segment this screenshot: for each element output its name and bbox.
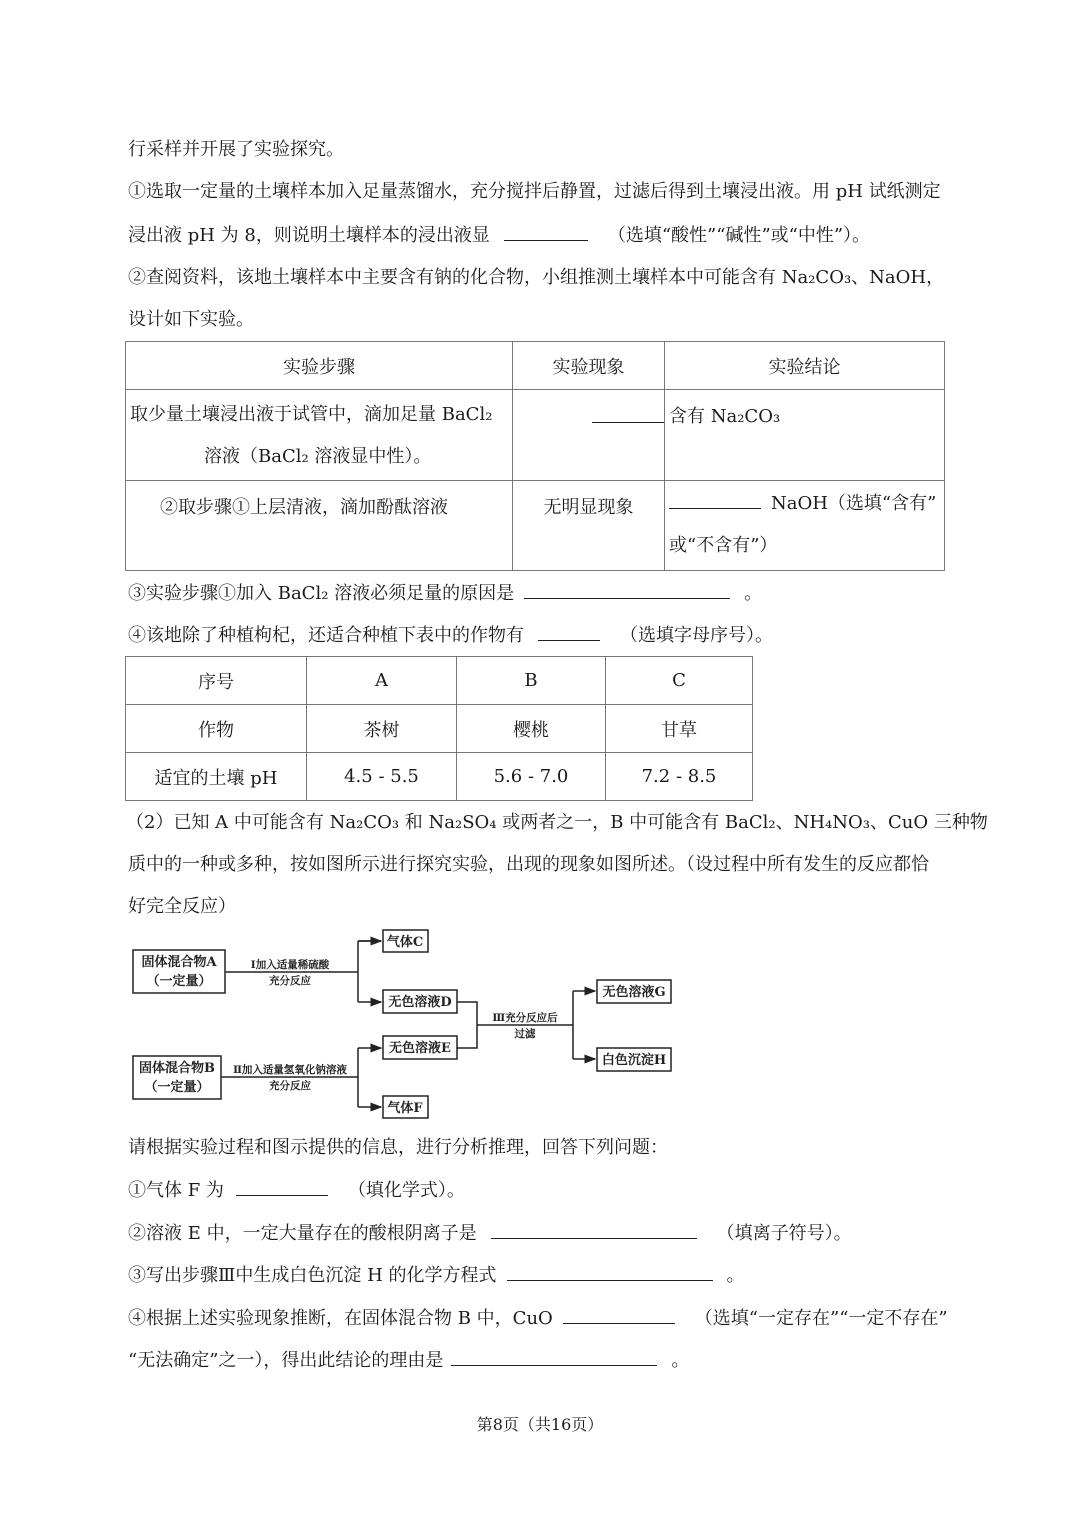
answer-blank[interactable] bbox=[451, 1347, 657, 1366]
step1-label: Ⅰ加入适量稀硫酸 bbox=[250, 959, 330, 971]
question-4-cont bbox=[128, 1347, 689, 1374]
q4-hint: （选填字母序号）。 bbox=[620, 625, 773, 646]
q-hint: （填离子符号）。 bbox=[716, 1223, 852, 1244]
question-1 bbox=[128, 1177, 465, 1204]
arrow-step1 bbox=[225, 941, 381, 1002]
page-footer: 第8页（共16页） bbox=[476, 1415, 604, 1434]
answer-blank[interactable] bbox=[507, 1262, 713, 1281]
q-text: “无法确定”之一），得出此结论的理由是 bbox=[128, 1350, 444, 1371]
arrow-step3 bbox=[457, 991, 595, 1059]
part2-line2: 质中的一种或多种，按如图所示进行探究实验，出现的现象如图所述。（设过程中所有发生的反应都恰 bbox=[128, 854, 929, 875]
box-b-label: 固体混合物B bbox=[139, 1061, 215, 1076]
cell: 4.5 - 5.5 bbox=[307, 753, 457, 801]
intro-text: 行采样并开展了实验探究。 bbox=[128, 139, 344, 160]
row2-conclusion-b: 或“不含有”） bbox=[669, 535, 778, 556]
cell: 7.2 - 8.5 bbox=[606, 753, 753, 801]
step2-sub: 充分反应 bbox=[269, 1080, 311, 1092]
step3-label: Ⅲ充分反应后 bbox=[492, 1012, 558, 1024]
row1-conclusion: 含有 Na₂CO₃ bbox=[665, 390, 945, 481]
box-d-label: 无色溶液D bbox=[388, 995, 452, 1010]
cell: A bbox=[307, 657, 457, 705]
q-text: ③写出步骤Ⅲ中生成白色沉淀 H 的化学方程式 bbox=[128, 1265, 497, 1286]
step1-sub: 充分反应 bbox=[269, 975, 311, 987]
q-hint: （填化学式）。 bbox=[347, 1180, 465, 1201]
row1-step-b: 溶液（BaCl₂ 溶液显中性）。 bbox=[204, 446, 432, 467]
row2-phenomenon: 无明显现象 bbox=[513, 481, 665, 571]
box-e-label: 无色溶液E bbox=[389, 1041, 451, 1056]
q-text: ④根据上述实验现象推断，在固体混合物 B 中，CuO bbox=[128, 1308, 553, 1329]
q4-text: ④该地除了种植枸杞，还适合种植下表中的作物有 bbox=[128, 625, 524, 646]
part2-line3: 好完全反应） bbox=[128, 896, 236, 917]
box-g-label: 无色溶液G bbox=[602, 985, 666, 1000]
box-h-label: 白色沉淀H bbox=[601, 1053, 667, 1068]
q1-line2-text: 浸出液 pH 为 8，则说明土壤样本的浸出液显 bbox=[128, 225, 490, 246]
q1-line3: ②查阅资料，该地土壤样本中主要含有钠的化合物，小组推测土壤样本中可能含有 Na₂CO₃、NaOH， bbox=[128, 267, 945, 288]
cell: 作物 bbox=[126, 705, 307, 753]
cell: 序号 bbox=[126, 657, 307, 705]
answer-blank[interactable] bbox=[563, 1305, 675, 1324]
answer-blank[interactable] bbox=[491, 1220, 697, 1239]
question-4 bbox=[128, 1305, 948, 1332]
step2-label: Ⅱ加入适量氢氧化钠溶液 bbox=[233, 1064, 347, 1076]
cell: 5.6 - 7.0 bbox=[457, 753, 606, 801]
question-2 bbox=[128, 1220, 852, 1247]
step3-sub: 过滤 bbox=[514, 1028, 536, 1040]
arrow-step2 bbox=[221, 1048, 381, 1107]
questions-lead: 请根据实验过程和图示提供的信息，进行分析推理，回答下列问题： bbox=[128, 1137, 668, 1158]
box-a-label: 固体混合物A bbox=[141, 955, 217, 970]
q3-text: ③实验步骤①加入 BaCl₂ 溶液必须足量的原因是 bbox=[128, 583, 515, 604]
cell: 茶树 bbox=[307, 705, 457, 753]
header-conclusion: 实验结论 bbox=[665, 342, 945, 390]
question-3 bbox=[128, 1262, 745, 1289]
cell: C bbox=[606, 657, 753, 705]
q1-line4: 设计如下实验。 bbox=[128, 309, 254, 330]
part2-line1: （2）已知 A 中可能含有 Na₂CO₃ 和 Na₂SO₄ 或两者之一，B 中可能含有 BaCl₂、NH₄NO₃、CuO 三种物 bbox=[126, 812, 988, 833]
q-end: 。 bbox=[671, 1350, 690, 1371]
row2-step: ②取步骤①上层清液，滴加酚酞溶液 bbox=[126, 481, 513, 571]
q-end: 。 bbox=[726, 1265, 745, 1286]
q3-end: 。 bbox=[744, 583, 763, 604]
q1-line2-hint: （选填“酸性”“碱性”或“中性”）。 bbox=[607, 225, 871, 246]
box-b-sub: （一定量） bbox=[144, 1080, 210, 1095]
q-text: ②溶液 E 中，一定大量存在的酸根阴离子是 bbox=[128, 1223, 477, 1244]
box-c-label: 气体C bbox=[386, 935, 424, 950]
answer-blank[interactable] bbox=[236, 1177, 328, 1196]
header-step: 实验步骤 bbox=[126, 342, 513, 390]
cell: B bbox=[457, 657, 606, 705]
cell: 甘草 bbox=[606, 705, 753, 753]
box-f-label: 气体F bbox=[387, 1101, 423, 1116]
header-phenomenon: 实验现象 bbox=[513, 342, 665, 390]
cell: 适宜的土壤 pH bbox=[126, 753, 307, 801]
row1-step-a: 取少量土壤浸出液于试管中，滴加足量 BaCl₂ bbox=[130, 404, 493, 425]
row2-conclusion-a: NaOH（选填“含有” bbox=[771, 493, 937, 514]
q-hint: （选填“一定存在”“一定不存在” bbox=[694, 1308, 948, 1329]
box-a-sub: （一定量） bbox=[146, 974, 212, 989]
q-text: ①气体 F 为 bbox=[128, 1180, 224, 1201]
q1-line1: ①选取一定量的土壤样本加入足量蒸馏水，充分搅拌后静置，过滤后得到土壤浸出液。用 pH 试纸测定 bbox=[128, 181, 941, 202]
cell: 樱桃 bbox=[457, 705, 606, 753]
